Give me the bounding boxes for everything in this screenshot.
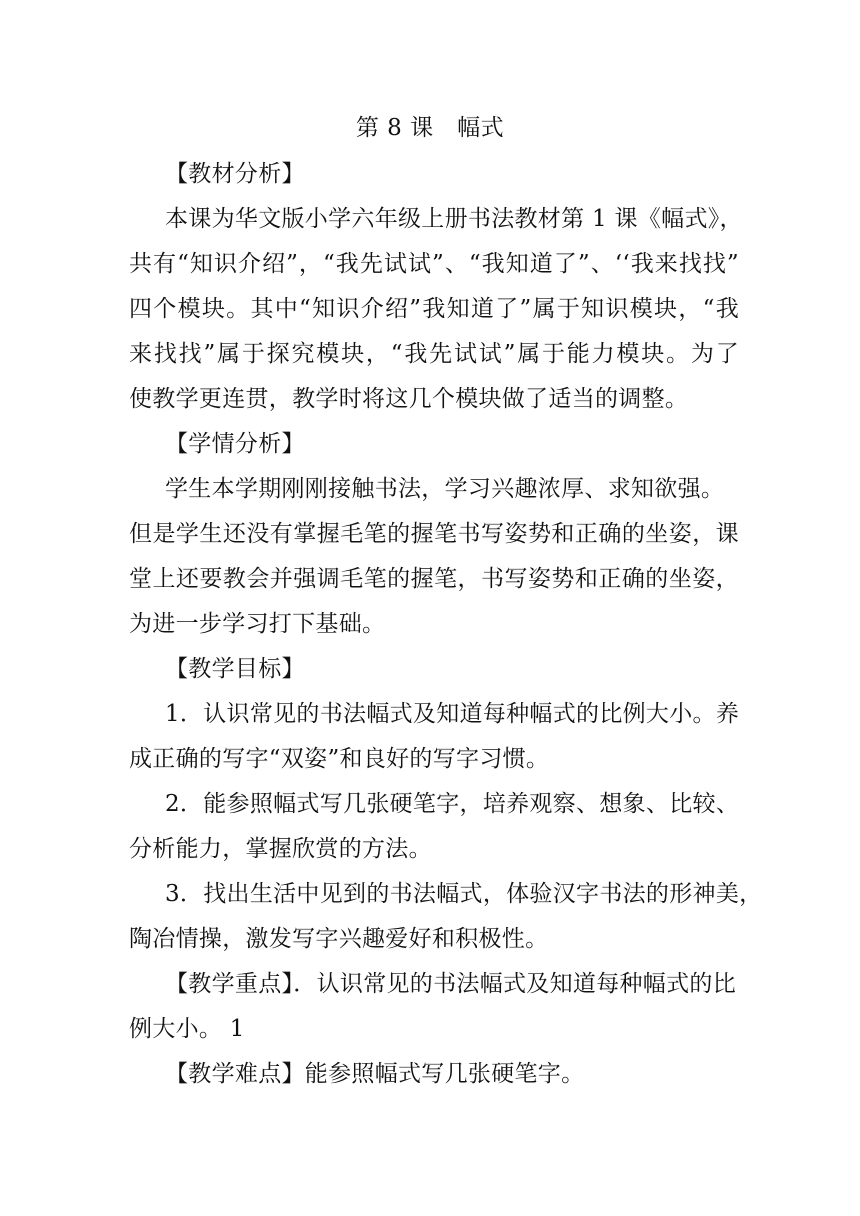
section-heading-teaching-goals: 【教学目标】	[165, 656, 305, 682]
goal-item: 2．能参照幅式写几张硬笔字，培养观察、想象、比较、	[165, 791, 740, 817]
goal-item: 3．找出生活中见到的书法幅式，体验汉字书法的形神美，	[165, 881, 763, 907]
section-heading-student-analysis: 【学情分析】	[165, 431, 305, 457]
paragraph-line: 学生本学期刚刚接触书法，学习兴趣浓厚、求知欲强。	[165, 476, 725, 502]
paragraph-line: 堂上还要教会并强调毛笔的握笔，书写姿势和正确的坐姿，	[129, 566, 739, 592]
section-teaching-focus: 【教学重点】．认识常见的书法幅式及知道每种幅式的比	[165, 971, 736, 997]
section-teaching-difficulty: 【教学难点】能参照幅式写几张硬笔字。	[165, 1061, 585, 1087]
teaching-focus-continued: 例大小。 1	[129, 1016, 245, 1042]
paragraph-line: 本课为华文版小学六年级上册书法教材第 1 课《幅式》，	[165, 206, 743, 232]
paragraph-line: 使教学更连贯，教学时将这几个模块做了适当的调整。	[129, 386, 689, 412]
goal-item: 1．认识常见的书法幅式及知道每种幅式的比例大小。养	[165, 701, 740, 727]
paragraph-line: 但是学生还没有掌握毛笔的握笔书写姿势和正确的坐姿，课	[129, 521, 739, 547]
paragraph-line: 来找找”属于探究模块，“我先试试”属于能力模块。为了	[129, 341, 739, 367]
paragraph-line: 为进一步学习打下基础。	[129, 611, 386, 637]
paragraph-line: 四个模块。其中“知识介绍”我知道了”属于知识模块，“我	[129, 296, 739, 322]
section-heading-textbook-analysis: 【教材分析】	[165, 161, 305, 187]
goal-item-continued: 分析能力，掌握欣赏的方法。	[129, 836, 432, 862]
goal-item-continued: 陶冶情操，激发写字兴趣爱好和积极性。	[129, 926, 549, 952]
lesson-title: 第 8 课 幅式	[355, 115, 505, 141]
goal-item-continued: 成正确的写字“双姿”和良好的写字习惯。	[129, 746, 550, 772]
paragraph-line: 共有“知识介绍”，“我先试试”、“我知道了”、‘‘我来找找”	[129, 251, 739, 277]
